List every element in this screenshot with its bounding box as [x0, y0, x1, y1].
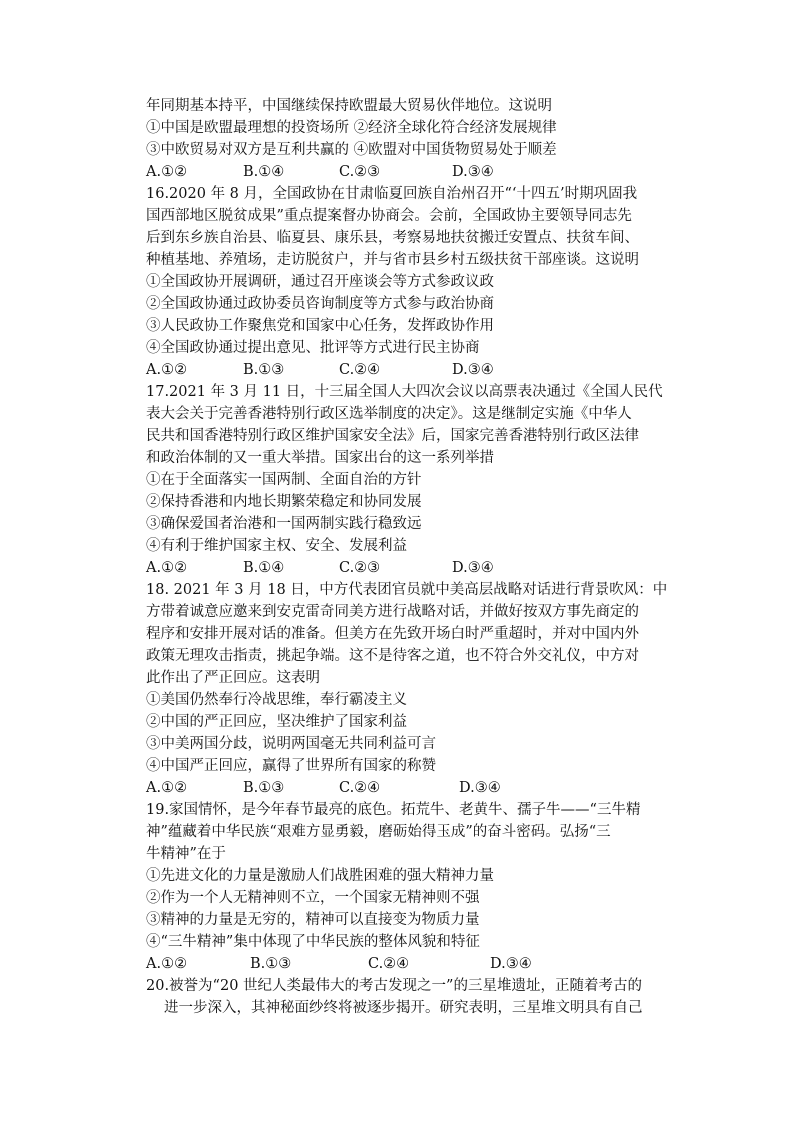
- q17-option-2: ②保持香港和内地长期繁荣稳定和协同发展: [146, 494, 422, 510]
- q19-answers: [146, 954, 532, 975]
- q19-option-4: ④“三牛精神”集中体现了中华民族的整体风貌和特征: [146, 934, 480, 950]
- answer-a: A.①②: [146, 362, 188, 378]
- q16-answers: [146, 360, 494, 381]
- q16-option-3: ③人民政协工作聚焦党和国家中心任务，发挥政协作用: [146, 318, 494, 334]
- q18-stem-line-2: 方带着诚意应邀来到安克雷奇同美方进行战略对话，并做好按双方事先商定的: [146, 604, 639, 620]
- q17-stem-line-2: 表大会关于完善香港特别行政区选举制度的决定》。这是继制定实施《中华人: [146, 406, 632, 422]
- q18-answers: [146, 778, 501, 799]
- q17-stem-line-1: 17.2021 年 3 月 11 日，十三届全国人大四次会议以高票表决通过《全国人民代: [146, 384, 663, 400]
- q18-stem-line-5: 此作出了严正回应。这表明: [146, 670, 320, 686]
- q19-stem-line-2: 神”蕴藏着中华民族“艰难方显勇毅，磨砺始得玉成”的奋斗密码。弘扬“三: [146, 824, 611, 840]
- answer-b: B.①④: [243, 560, 285, 576]
- q18-option-3: ③中美两国分歧，说明两国毫无共同利益可言: [146, 736, 436, 752]
- q16-stem-line-4: 种植基地、养殖场，走访脱贫户，并与省市县乡村五级扶贫干部座谈。这说明: [146, 252, 639, 268]
- q16-stem-line-3: 后到东乡族自治县、临夏县、康乐县，考察易地扶贫搬迁安置点、扶贫车间、: [146, 230, 639, 246]
- answer-b: B.①③: [250, 956, 292, 972]
- q20-stem-line-1: 20.被誉为“20 世纪人类最伟大的考古发现之一”的三星堆遗址，正随着考古的: [146, 978, 642, 994]
- q15-stem-end: 年同期基本持平，中国继续保持欧盟最大贸易伙伴地位。这说明: [146, 98, 552, 114]
- q17-option-1: ①在于全面落实一国两制、全面自治的方针: [146, 472, 422, 488]
- answer-c: C.②④: [368, 956, 410, 972]
- q19-option-2: ②作为一个人无精神则不立，一个国家无精神则不强: [146, 890, 480, 906]
- q15-answers: [146, 162, 494, 183]
- answer-c: C.②④: [339, 780, 381, 796]
- q17-answers: [146, 558, 494, 579]
- answer-a: A.①②: [146, 956, 188, 972]
- q17-stem-line-3: 民共和国香港特别行政区维护国家安全法》后，国家完善香港特别行政区法律: [146, 428, 639, 444]
- answer-b: B.①④: [243, 164, 285, 180]
- answer-d: D.③④: [490, 956, 532, 972]
- q17-option-4: ④有利于维护国家主权、安全、发展利益: [146, 538, 407, 554]
- q18-option-1: ①美国仍然奉行冷战思维，奉行霸凌主义: [146, 692, 407, 708]
- answer-a: A.①②: [146, 560, 188, 576]
- answer-a: A.①②: [146, 164, 188, 180]
- answer-c: C.②③: [339, 164, 381, 180]
- q15-options-line-2: ③中欧贸易对双方是互利共赢的 ④欧盟对中国货物贸易处于顺差: [146, 142, 557, 158]
- answer-b: B.①③: [243, 362, 285, 378]
- q18-stem-line-1: 18. 2021 年 3 月 18 日，中方代表团官员就中美高层战略对话进行背景吹风：中: [146, 582, 668, 598]
- q18-option-4: ④中国严正回应，赢得了世界所有国家的称赞: [146, 758, 436, 774]
- answer-d: D.③④: [452, 362, 494, 378]
- answer-c: C.②④: [339, 362, 381, 378]
- answer-a: A.①②: [146, 780, 188, 796]
- q17-stem-line-4: 和政治体制的又一重大举措。国家出台的这一系列举措: [146, 450, 494, 466]
- q19-option-3: ③精神的力量是无穷的，精神可以直接变为物质力量: [146, 912, 480, 928]
- q16-stem-line-2: 国西部地区脱贫成果”重点提案督办协商会。会前，全国政协主要领导同志先: [146, 208, 632, 224]
- q16-option-4: ④全国政协通过提出意见、批评等方式进行民主协商: [146, 340, 480, 356]
- q20-stem-line-2: 进一步深入，其神秘面纱终将被逐步揭开。研究表明，三星堆文明具有自己: [164, 1000, 643, 1016]
- q15-options-line-1: ①中国是欧盟最理想的投资场所 ②经济全球化符合经济发展规律: [146, 120, 557, 136]
- q18-stem-line-3: 程序和安排开展对话的准备。但美方在先致开场白时严重超时，并对中国内外: [146, 626, 639, 642]
- q16-option-1: ①全国政协开展调研，通过召开座谈会等方式参政议政: [146, 274, 494, 290]
- q19-option-1: ①先进文化的力量是激励人们战胜困难的强大精神力量: [146, 868, 494, 884]
- q19-stem-line-1: 19.家国情怀，是今年春节最亮的底色。拓荒牛、老黄牛、孺子牛——“三牛精: [146, 802, 641, 818]
- answer-d: D.③④: [452, 560, 494, 576]
- q17-option-3: ③确保爱国者治港和一国两制实践行稳致远: [146, 516, 422, 532]
- answer-c: C.②③: [339, 560, 381, 576]
- answer-d: D.③④: [459, 780, 501, 796]
- answer-b: B.①③: [243, 780, 285, 796]
- q16-option-2: ②全国政协通过政协委员咨询制度等方式参与政治协商: [146, 296, 494, 312]
- q19-stem-line-3: 牛精神”在于: [146, 846, 226, 862]
- q18-stem-line-4: 政策无理攻击指责，挑起争端。这不是待客之道，也不符合外交礼仪，中方对: [146, 648, 639, 664]
- answer-d: D.③④: [452, 164, 494, 180]
- q16-stem-line-1: 16.2020 年 8 月，全国政协在甘肃临夏回族自治州召开“‘十四五’时期巩固我: [146, 186, 638, 202]
- q18-option-2: ②中国的严正回应，坚决维护了国家利益: [146, 714, 407, 730]
